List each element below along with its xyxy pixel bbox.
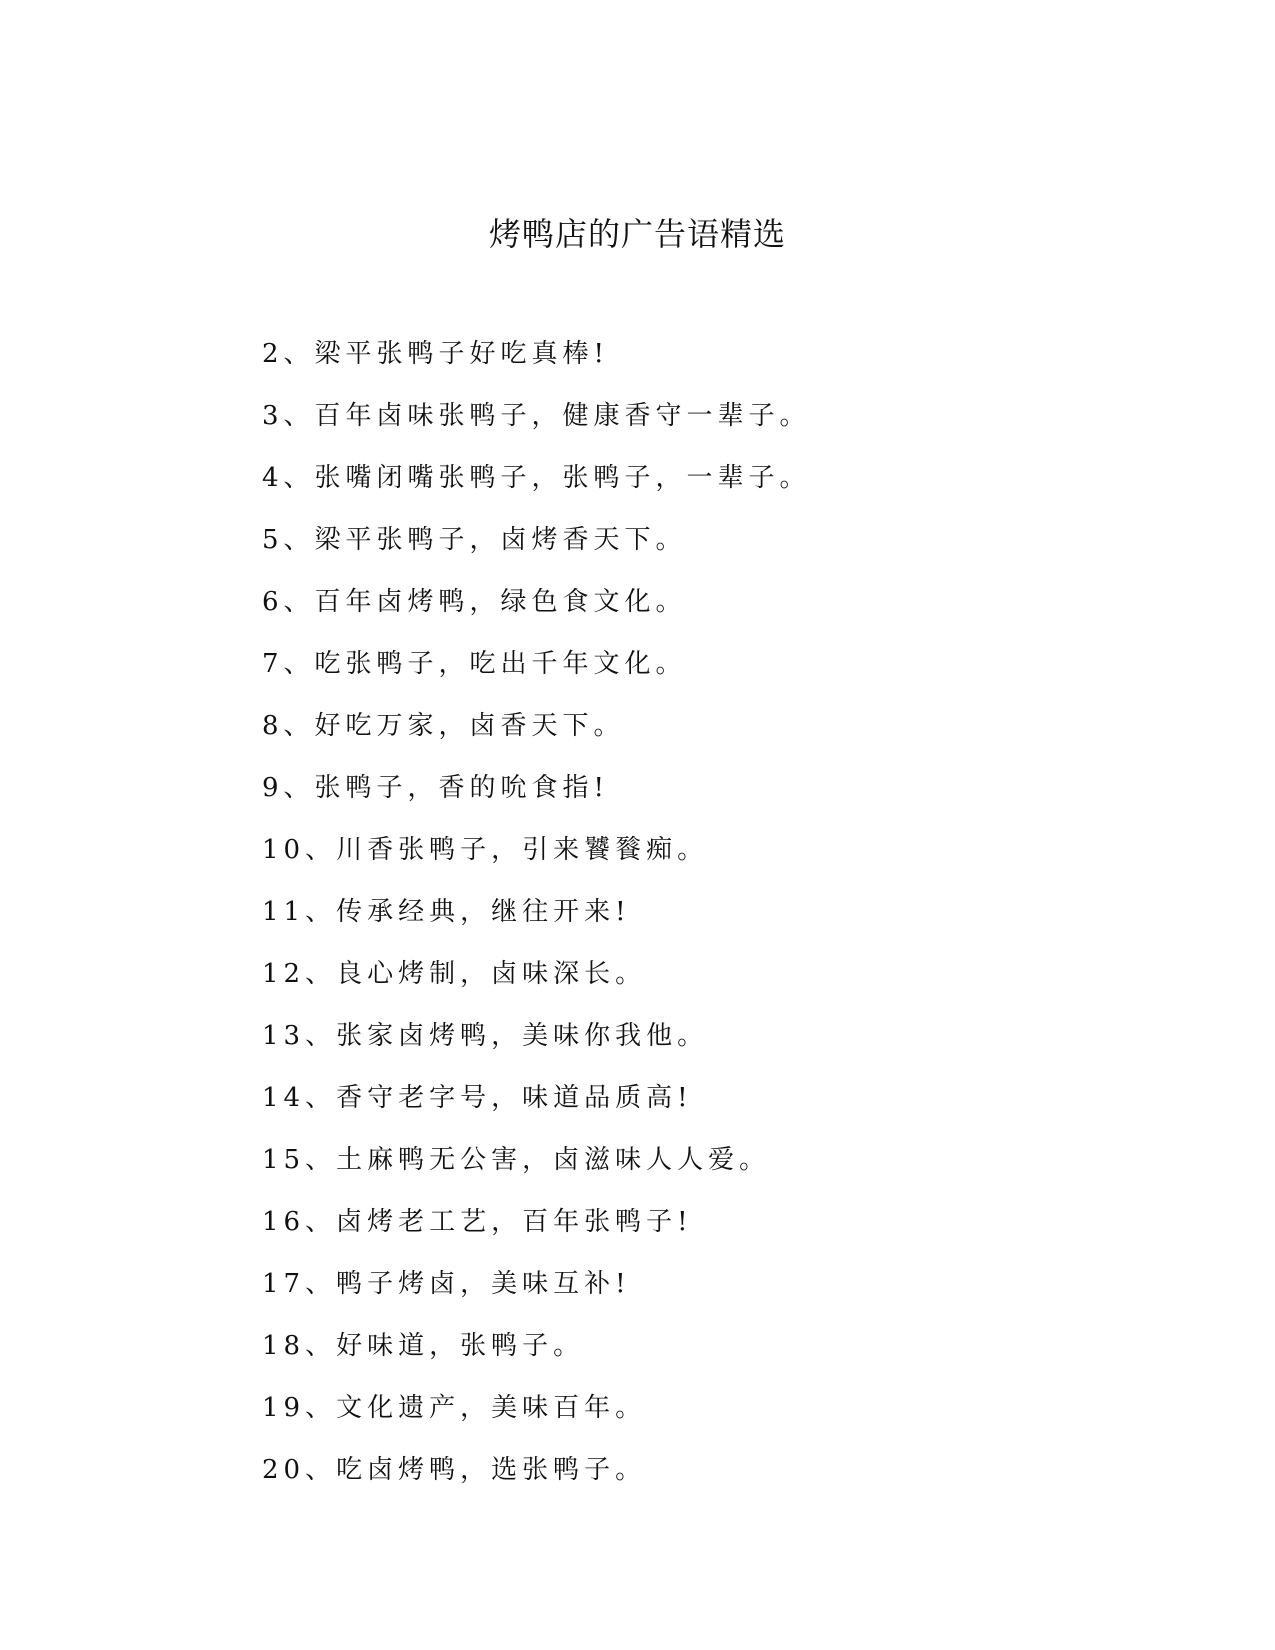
slogan-list <box>262 328 1162 1506</box>
list-item: 18、好味道，张鸭子。 <box>262 1331 585 1361</box>
list-item: 11、传承经典，继往开来! <box>262 897 631 927</box>
document-title: 烤鸭店的广告语精选 <box>488 215 786 253</box>
list-item: 2、梁平张鸭子好吃真棒! <box>262 339 609 369</box>
list-item: 5、梁平张鸭子，卤烤香天下。 <box>262 525 687 555</box>
list-item: 10、川香张鸭子，引来饕餮痴。 <box>262 835 709 865</box>
list-item: 16、卤烤老工艺，百年张鸭子! <box>262 1207 693 1237</box>
list-item: 13、张家卤烤鸭，美味你我他。 <box>262 1021 709 1051</box>
list-item: 6、百年卤烤鸭，绿色食文化。 <box>262 587 687 617</box>
list-item: 20、吃卤烤鸭，选张鸭子。 <box>262 1455 647 1485</box>
list-item: 9、张鸭子，香的吮食指! <box>262 773 609 803</box>
list-item: 8、好吃万家，卤香天下。 <box>262 711 625 741</box>
list-item: 19、文化遗产，美味百年。 <box>262 1393 647 1423</box>
list-item: 12、良心烤制，卤味深长。 <box>262 959 647 989</box>
list-item: 4、张嘴闭嘴张鸭子，张鸭子，一辈子。 <box>262 463 811 493</box>
list-item: 15、土麻鸭无公害，卤滋味人人爱。 <box>262 1145 771 1175</box>
list-item: 7、吃张鸭子，吃出千年文化。 <box>262 649 687 679</box>
list-item: 17、鸭子烤卤，美味互补! <box>262 1269 631 1299</box>
list-item: 3、百年卤味张鸭子，健康香守一辈子。 <box>262 401 811 431</box>
list-item: 14、香守老字号，味道品质高! <box>262 1083 693 1113</box>
